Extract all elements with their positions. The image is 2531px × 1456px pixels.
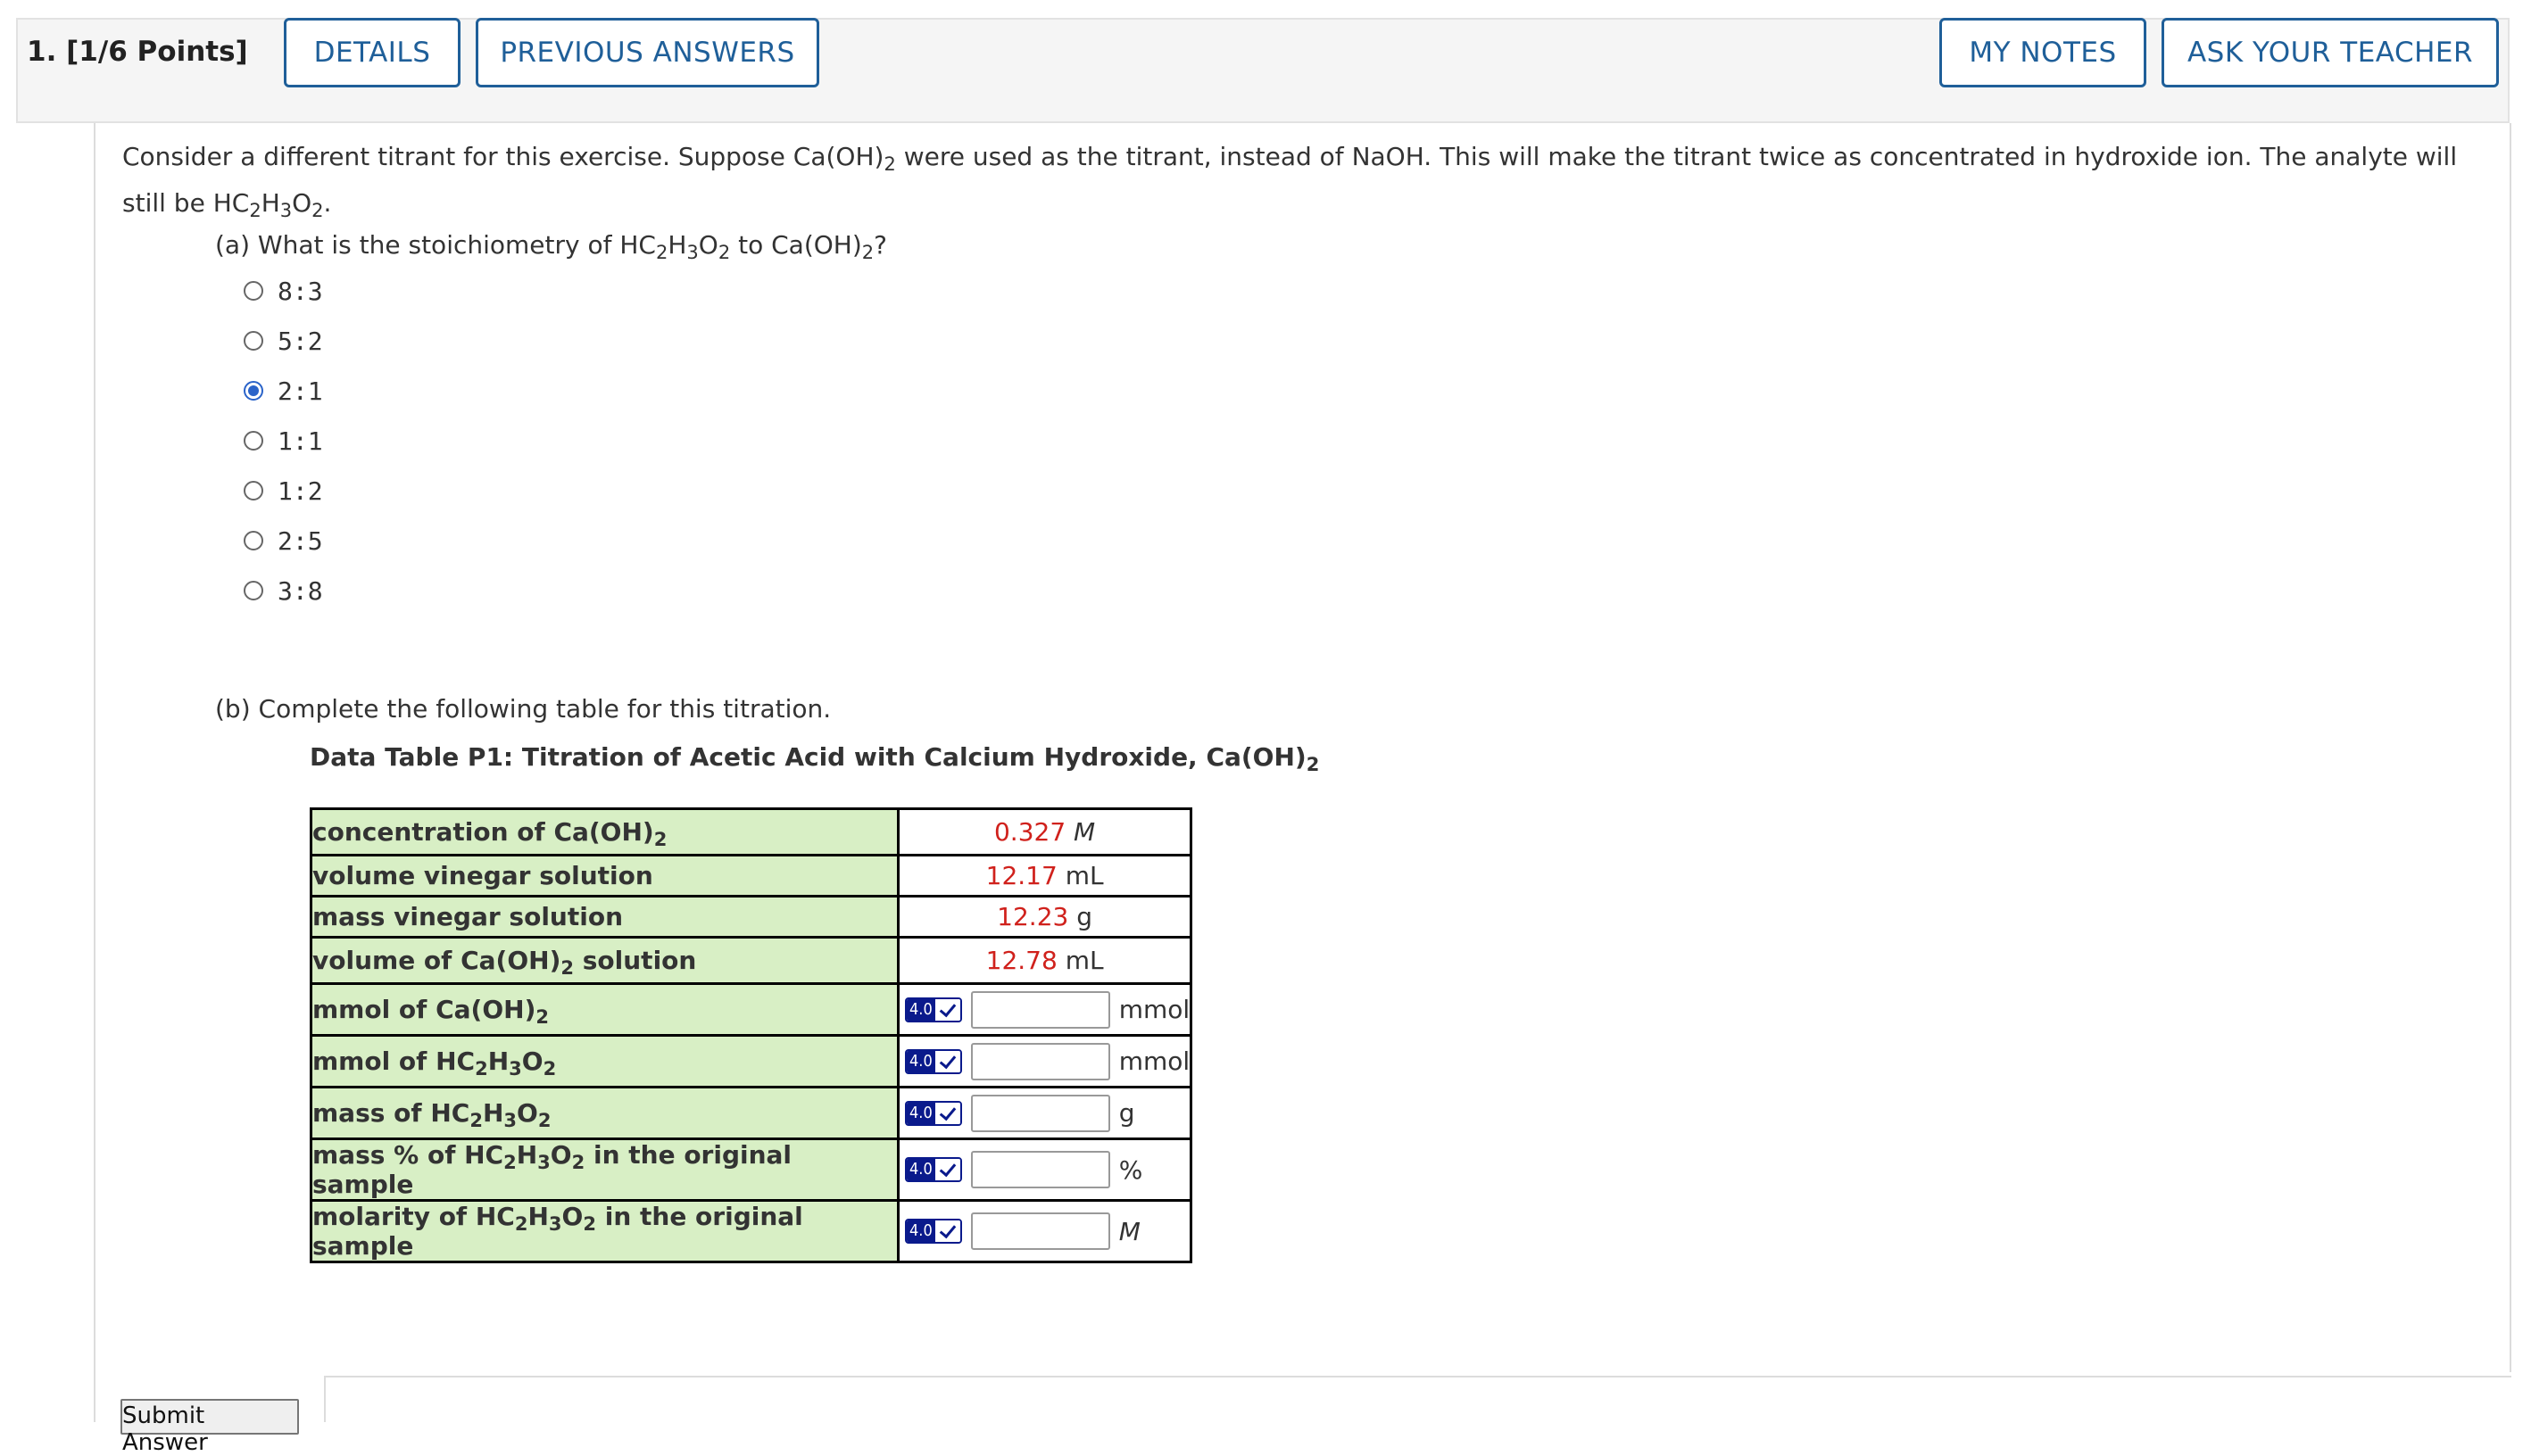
option-label: 5:2	[278, 326, 323, 356]
table-row	[311, 897, 1191, 938]
radio-button[interactable]	[244, 481, 263, 500]
answer-unit: M	[1118, 1216, 1141, 1246]
given-unit: g	[1068, 902, 1093, 931]
row-label: concentration of $Ca(OH)_2$	[311, 809, 899, 856]
row-label: mass of $HC_2H_3O_2$	[311, 1088, 899, 1139]
row-label: mmol of $Ca(OH)_2$	[311, 984, 899, 1036]
table-row	[311, 938, 1191, 984]
option-2-1[interactable]	[244, 373, 323, 409]
option-label: 3:8	[278, 575, 323, 606]
answer-input[interactable]	[971, 991, 1110, 1029]
answer-unit: g	[1118, 1098, 1135, 1128]
row-label: mass vinegar solution	[311, 897, 899, 938]
content-border-right	[2510, 123, 2511, 1372]
table-row	[311, 809, 1191, 856]
checkmark-icon	[935, 999, 960, 1021]
given-value	[899, 897, 1191, 938]
row-label: molarity of $HC_2H_3O_2$ in the original sample	[311, 1201, 899, 1262]
answer-cell	[899, 1139, 1191, 1201]
checkmark-icon	[935, 1159, 960, 1180]
row-label: volume vinegar solution	[311, 856, 899, 897]
option-label: 2:1	[278, 376, 323, 406]
radio-button[interactable]	[244, 281, 263, 301]
given-value	[899, 938, 1191, 984]
row-label: mass % of $HC_2H_3O_2$ in the original sample	[311, 1139, 899, 1201]
answer-unit: mmol	[1118, 995, 1191, 1024]
option-1-2[interactable]	[244, 473, 323, 509]
given-unit: mL	[1057, 946, 1104, 975]
given-unit: mL	[1057, 861, 1104, 890]
previous-answers-button[interactable]: PREVIOUS ANSWERS	[476, 18, 819, 87]
badge-label: 4.0	[907, 999, 935, 1021]
badge-label: 4.0	[907, 1103, 935, 1124]
badge-label: 4.0	[907, 1220, 935, 1242]
radio-button[interactable]	[244, 581, 263, 600]
badge-label: 4.0	[907, 1159, 935, 1180]
significant-figures-check-icon[interactable]	[905, 1101, 962, 1126]
row-label: volume of $Ca(OH)_2$ solution	[311, 938, 899, 984]
radio-button[interactable]	[244, 531, 263, 550]
option-label: 1:1	[278, 426, 323, 456]
option-8-3[interactable]	[244, 273, 323, 309]
answer-cell	[899, 1036, 1191, 1088]
checkmark-icon	[935, 1051, 960, 1072]
checkmark-icon	[935, 1103, 960, 1124]
given-unit: M	[1066, 817, 1096, 847]
radio-button[interactable]	[244, 431, 263, 451]
table-row	[311, 1036, 1191, 1088]
option-label: 1:2	[278, 476, 323, 506]
badge-label: 4.0	[907, 1051, 935, 1072]
table-row	[311, 1088, 1191, 1139]
row-label: mmol of $HC_2H_3O_2$	[311, 1036, 899, 1088]
my-notes-button[interactable]: MY NOTES	[1939, 18, 2146, 87]
table-row	[311, 984, 1191, 1036]
answer-input[interactable]	[971, 1212, 1110, 1250]
option-5-2[interactable]	[244, 323, 323, 359]
option-label: 8:3	[278, 276, 323, 306]
radio-button[interactable]	[244, 331, 263, 351]
given-number: 12.17	[985, 861, 1058, 890]
answer-footer-panel	[324, 1376, 2511, 1422]
radio-button[interactable]	[244, 381, 263, 401]
answer-cell	[899, 1088, 1191, 1139]
answer-unit: %	[1118, 1154, 1143, 1185]
part-a-question: (a) What is the stoichiometry of $HC_2H_3O_2$ to $Ca(OH)_2$?	[215, 230, 888, 263]
significant-figures-check-icon[interactable]	[905, 1157, 962, 1182]
data-table-title: Data Table P1: Titration of Acetic Acid with Calcium Hydroxide, $Ca(OH)_2$	[310, 742, 1320, 775]
table-row	[311, 1201, 1191, 1262]
answer-input[interactable]	[971, 1151, 1110, 1188]
answer-input[interactable]	[971, 1095, 1110, 1132]
answer-input[interactable]	[971, 1043, 1110, 1080]
answer-cell	[899, 1201, 1191, 1262]
table-row	[311, 1139, 1191, 1201]
question-prompt: Consider a different titrant for this exercise. Suppose $Ca(OH)_2$ were used as the titrant, instead of NaOH. This will make the titrant twice as concentrated in hydroxide ion. The analyte will still be $HC_2H_3O_2$.	[122, 142, 2458, 221]
data-table	[310, 807, 1192, 1263]
given-number: 12.78	[985, 946, 1058, 975]
part-b-question: (b) Complete the following table for this titration.	[215, 694, 832, 724]
table-row	[311, 856, 1191, 897]
question-number: 1. [1/6 Points]	[27, 36, 248, 68]
given-number: 0.327	[993, 817, 1066, 847]
option-2-5[interactable]	[244, 523, 323, 558]
answer-unit: mmol	[1118, 1046, 1191, 1076]
significant-figures-check-icon[interactable]	[905, 1219, 962, 1244]
option-3-8[interactable]	[244, 573, 323, 608]
submit-answer-button[interactable]: Submit Answer	[120, 1399, 299, 1435]
checkmark-icon	[935, 1220, 960, 1242]
option-label: 2:5	[278, 525, 323, 556]
significant-figures-check-icon[interactable]	[905, 997, 962, 1022]
given-value	[899, 809, 1191, 856]
content-border-left	[94, 123, 95, 1422]
option-1-1[interactable]	[244, 423, 323, 459]
given-value	[899, 856, 1191, 897]
answer-cell	[899, 984, 1191, 1036]
details-button[interactable]: DETAILS	[284, 18, 461, 87]
given-number: 12.23	[997, 902, 1069, 931]
ask-teacher-button[interactable]: ASK YOUR TEACHER	[2162, 18, 2499, 87]
significant-figures-check-icon[interactable]	[905, 1049, 962, 1074]
